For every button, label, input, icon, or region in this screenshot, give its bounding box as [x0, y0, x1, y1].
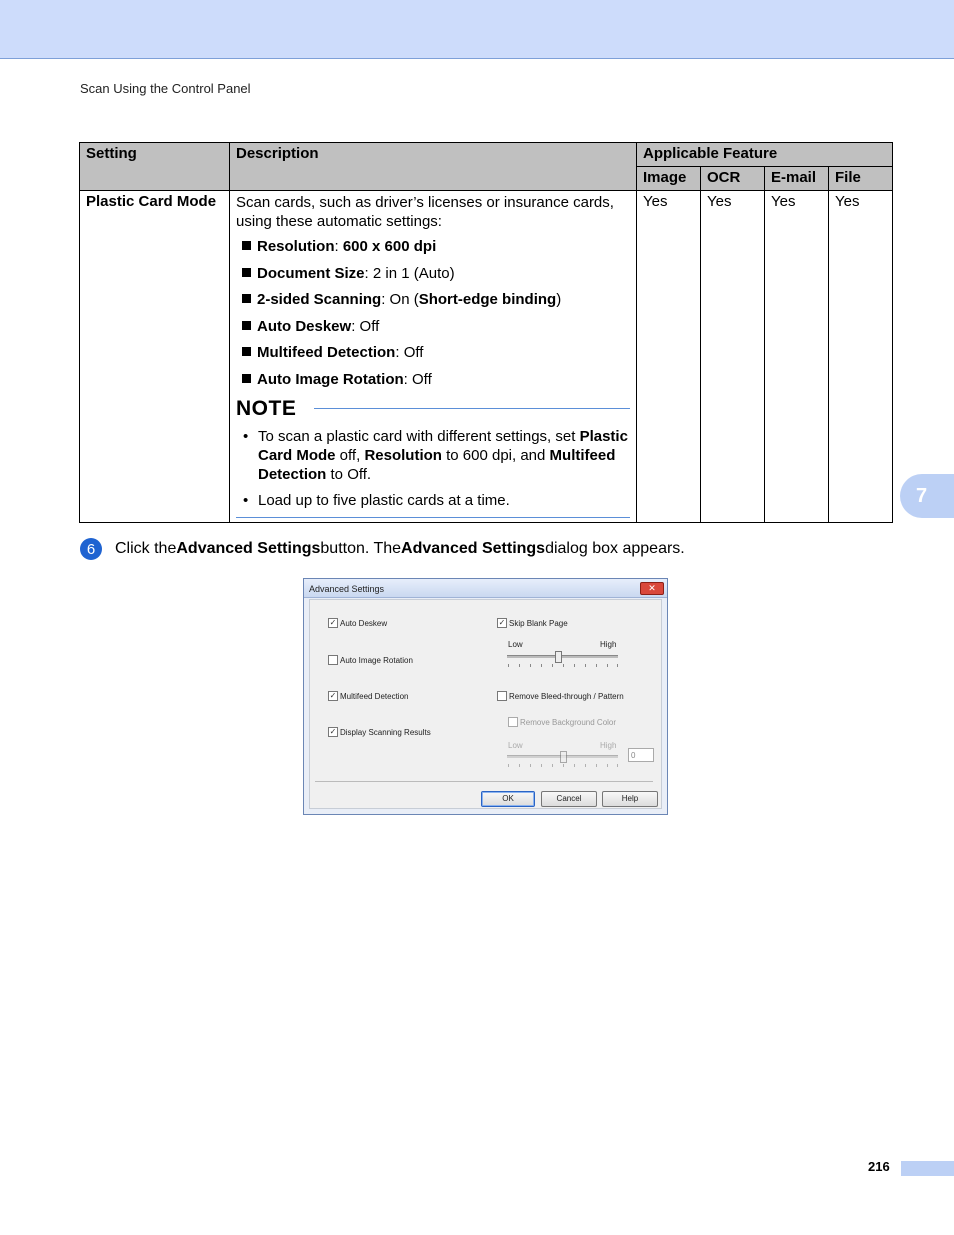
list-item: Multifeed Detection: Off: [242, 343, 630, 362]
skip-blank-page-checkbox[interactable]: ✓ Skip Blank Page: [498, 618, 568, 628]
cancel-button[interactable]: Cancel: [541, 791, 597, 807]
square-bullet-icon: [242, 347, 251, 356]
dialog-separator: [315, 781, 653, 782]
settings-table: [79, 142, 893, 523]
list-item: Resolution: 600 x 600 dpi: [242, 237, 630, 256]
list-item: • Load up to five plastic cards at a time.: [243, 491, 510, 509]
header-band: [0, 0, 954, 59]
checkbox-icon: ✓: [498, 618, 506, 627]
skip-blank-slider-thumb[interactable]: [555, 651, 562, 663]
feature-ocr-value: Yes: [701, 191, 765, 523]
slider-low-label: Low: [508, 640, 523, 649]
remove-bleed-through-checkbox[interactable]: Remove Bleed-through / Pattern: [497, 691, 624, 701]
level-value-field[interactable]: 0: [628, 748, 654, 762]
auto-image-rotation-checkbox[interactable]: Auto Image Rotation: [328, 655, 413, 665]
dialog-body: [309, 599, 662, 809]
square-bullet-icon: [242, 294, 251, 303]
chapter-tab[interactable]: 7: [900, 474, 954, 518]
checkbox-icon: ✓: [329, 727, 337, 736]
square-bullet-icon: [242, 268, 251, 277]
dot-bullet-icon: •: [243, 427, 249, 445]
page-number-bar: [901, 1161, 954, 1176]
remove-background-color-checkbox[interactable]: Remove Background Color: [508, 717, 616, 727]
checkbox-icon: [497, 691, 507, 701]
square-bullet-icon: [242, 241, 251, 250]
description-cell: [230, 191, 637, 523]
note-list: [236, 427, 630, 510]
feature-email-value: Yes: [765, 191, 829, 523]
auto-deskew-checkbox[interactable]: ✓ Auto Deskew: [329, 618, 388, 628]
list-item: Auto Image Rotation: Off: [242, 370, 630, 389]
slider-ticks: [508, 764, 618, 768]
note-divider: [314, 408, 630, 409]
feature-image-value: Yes: [637, 191, 701, 523]
feature-file-value: Yes: [829, 191, 893, 523]
dialog-title-bar[interactable]: [304, 579, 667, 598]
slider-low-label: Low: [508, 741, 523, 750]
close-icon[interactable]: ✕: [640, 582, 664, 595]
slider-high-label: High: [600, 741, 617, 750]
checkbox-icon: [508, 717, 518, 727]
slider-high-label: High: [600, 640, 617, 649]
square-bullet-icon: [242, 374, 251, 383]
ok-button[interactable]: OK: [481, 791, 535, 807]
step-instruction: 6 Click the Advanced Settings button. The Advanced Settings dialog box appears.: [80, 538, 685, 560]
header-applicable-feature: Applicable Feature: [637, 143, 893, 167]
header-description: Description: [230, 143, 637, 191]
note-title: NOTE: [236, 396, 297, 420]
description-intro: Scan cards, such as driver’s licenses or insurance cards, using these automatic settings:: [236, 194, 614, 230]
checkbox-icon: [328, 655, 338, 665]
dialog-title: Advanced Settings: [309, 584, 385, 594]
note-end-divider: [236, 517, 630, 518]
advanced-settings-dialog: [303, 578, 668, 815]
square-bullet-icon: [242, 321, 251, 330]
display-scanning-results-checkbox[interactable]: ✓ Display Scanning Results: [329, 727, 431, 737]
header-setting: Setting: [80, 143, 230, 191]
list-item: Document Size: 2 in 1 (Auto): [242, 264, 630, 283]
breadcrumb: Scan Using the Control Panel: [80, 81, 251, 96]
header-file: File: [829, 167, 893, 191]
list-item: Auto Deskew: Off: [242, 317, 630, 336]
list-item: • To scan a plastic card with different settings, set Plastic Card Mode off, Resolution to 600 dpi, and Multifeed Detection to Off.: [243, 427, 628, 483]
dot-bullet-icon: •: [243, 491, 249, 509]
skip-blank-slider-track[interactable]: [507, 655, 618, 658]
header-ocr: OCR: [701, 167, 765, 191]
setting-name: Plastic Card Mode: [80, 191, 230, 523]
page-number: 216: [868, 1159, 890, 1174]
checkbox-icon: ✓: [329, 618, 337, 627]
step-number-icon: 6: [80, 538, 102, 560]
background-color-slider-thumb[interactable]: [560, 751, 567, 763]
help-button[interactable]: Help: [602, 791, 658, 807]
table-row: [80, 191, 893, 523]
multifeed-detection-checkbox[interactable]: ✓ Multifeed Detection: [329, 691, 409, 701]
checkbox-icon: ✓: [329, 691, 337, 700]
header-email: E-mail: [765, 167, 829, 191]
note-header: [236, 397, 630, 421]
settings-bullet-list: [236, 237, 630, 389]
list-item: 2-sided Scanning: On (Short-edge binding): [242, 290, 630, 309]
header-image: Image: [637, 167, 701, 191]
slider-ticks: [508, 664, 618, 668]
